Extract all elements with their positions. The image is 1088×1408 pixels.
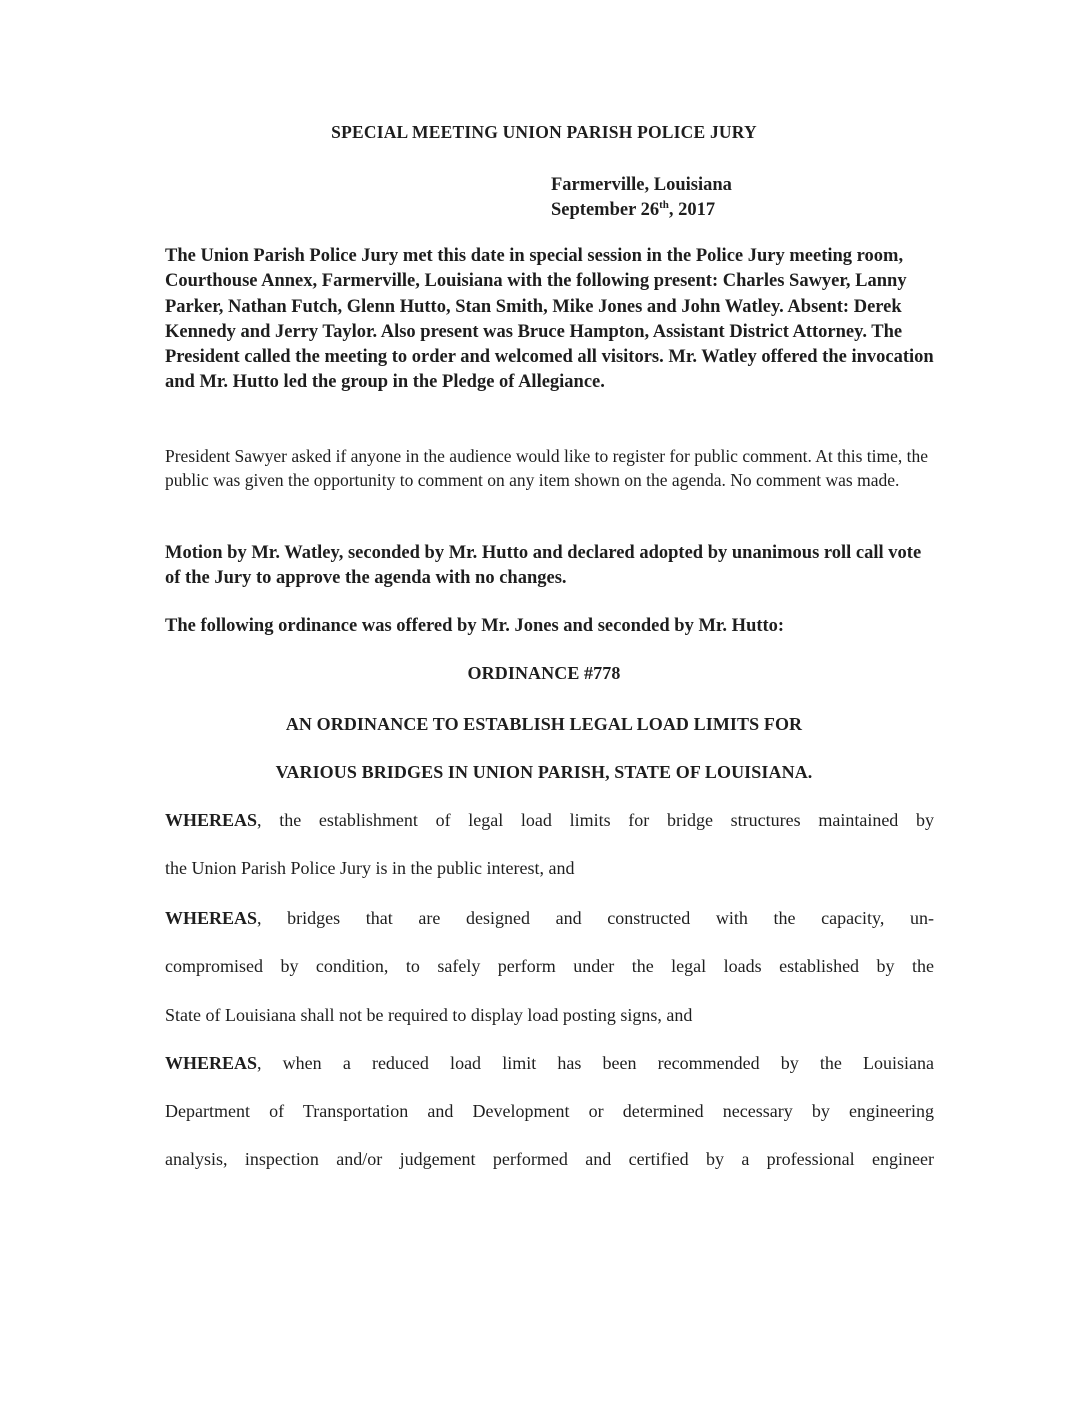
opening-paragraph: The Union Parish Police Jury met this date in special session in the Police Jury meeting room, Courthouse Annex, Farmerville, Louisiana with the following present: Charles Sawyer, Lanny Parker, Nathan Futch, Glenn Hutto, Stan Smith, Mike Jones and John Watley. Absent: Derek Kennedy and Jerry Taylor. Also present was Bruce Hampton, Assistant District Attorney. The President called the meeting to order and welcomed all visitors. Mr. Watley offered the invocation and Mr. Hutto led the group in the Pledge of Allegiance. bbox=[165, 246, 934, 393]
ordinance-intro-paragraph: The following ordinance was offered by Mr. Jones and seconded by Mr. Hutto: bbox=[165, 616, 785, 636]
meeting-location: Farmerville, Louisiana bbox=[551, 175, 732, 195]
document-title: SPECIAL MEETING UNION PARISH POLICE JURY bbox=[331, 122, 757, 142]
ordinance-number: ORDINANCE #778 bbox=[467, 663, 621, 683]
meeting-date bbox=[551, 198, 732, 223]
whereas-text: , the establishment of legal load limits for bridge structures maintained by bbox=[257, 810, 934, 830]
whereas-clause-2-line-2: compromised by condition, to safely perform under the legal loads established by the bbox=[165, 956, 934, 976]
whereas-keyword: WHEREAS bbox=[165, 1053, 258, 1073]
whereas-clause-1-line-2: the Union Parish Police Jury is in the public interest, and bbox=[165, 858, 575, 878]
whereas-clause-3-line-3: analysis, inspection and/or judgement performed and certified by a professional engineer bbox=[165, 1149, 934, 1169]
ordinance-title-line-2: VARIOUS BRIDGES IN UNION PARISH, STATE OF LOUISIANA. bbox=[275, 762, 813, 782]
motion-paragraph: Motion by Mr. Watley, seconded by Mr. Hutto and declared adopted by unanimous roll call vote of the Jury to approve the agenda with no changes. bbox=[165, 543, 922, 589]
ordinance-title-line-1: AN ORDINANCE TO ESTABLISH LEGAL LOAD LIMITS FOR bbox=[285, 714, 803, 734]
whereas-clause-1-line-1 bbox=[165, 810, 934, 831]
place-date-block bbox=[551, 173, 732, 223]
whereas-keyword: WHEREAS bbox=[165, 908, 258, 928]
whereas-text: , when a reduced load limit has been recommended by the Louisiana bbox=[257, 1053, 934, 1073]
public-comment-paragraph: President Sawyer asked if anyone in the audience would like to register for public comment. At this time, the public was given the opportunity to comment on any item shown on the agenda. No comment was made. bbox=[165, 446, 929, 490]
date-ordinal-suffix: th bbox=[659, 198, 669, 211]
whereas-text: , bridges that are designed and constructed with the capacity, un- bbox=[257, 908, 934, 928]
date-year: , 2017 bbox=[668, 200, 716, 220]
whereas-clause-2-line-1 bbox=[165, 908, 934, 929]
date-month-day: September 26 bbox=[551, 200, 660, 220]
whereas-clause-3-line-2: Department of Transportation and Development or determined necessary by engineering bbox=[165, 1101, 934, 1121]
whereas-clause-3-line-1 bbox=[165, 1053, 934, 1074]
whereas-clause-2-line-3: State of Louisiana shall not be required to display load posting signs, and bbox=[165, 1005, 693, 1025]
whereas-keyword: WHEREAS bbox=[165, 810, 258, 830]
